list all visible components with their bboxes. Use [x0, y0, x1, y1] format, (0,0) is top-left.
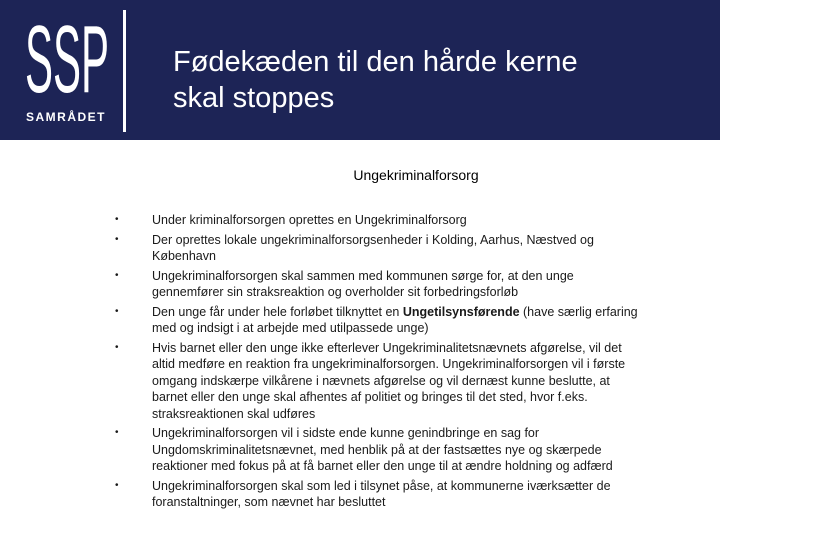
bullet-text: Ungekriminalforsorgen skal sammen med kommunen sørge for, at den unge	[152, 268, 574, 283]
bullet-icon: •	[115, 305, 119, 317]
list-item	[115, 304, 705, 337]
bold-term: Ungetilsynsførende	[402, 304, 520, 319]
bullet-icon: •	[115, 214, 119, 225]
list-item	[115, 425, 705, 475]
bullet-text: København	[152, 249, 216, 263]
bullet-text: altid medføre en reaktion fra ungekriminalforsorgen. Ungekriminalforsorgen vil i første	[152, 357, 626, 371]
title-line: Fødekæden til den hårde kerne	[173, 46, 578, 78]
bullet-text: Hvis barnet eller den unge ikke efterlever Ungekriminalitetsnævnets afgørelse, vil det	[152, 340, 622, 355]
logo-letters-text: SSP	[25, 6, 109, 113]
list-item	[115, 232, 705, 265]
list-item	[115, 268, 705, 301]
bullet-text: foranstaltninger, som nævnet har besluttet	[152, 495, 386, 509]
bullet-text: Der oprettes lokale ungekriminalforsorgsenheder i Kolding, Aarhus, Næstved og	[152, 232, 594, 247]
bullet-text: Ungekriminalforsorgen skal som led i tilsynet påse, at kommunerne iværksætter de	[152, 478, 611, 493]
header-banner	[0, 0, 720, 140]
list-item	[115, 478, 705, 511]
ssp-samraadet-logo	[22, 6, 112, 132]
header-divider	[123, 10, 126, 132]
bullet-icon: •	[115, 479, 119, 491]
bullet-text-part: (have særlig erfaring	[519, 304, 638, 319]
bullet-text: straksreaktionen skal udføres	[152, 406, 316, 421]
logo-subtitle: SAMRÅDET	[26, 110, 106, 124]
bullet-icon: •	[115, 427, 119, 438]
bullet-text: med og indsigt i at arbejde med utilpassede unge)	[152, 321, 429, 335]
bullet-icon: •	[115, 341, 119, 353]
bullet-icon: •	[115, 233, 119, 245]
list-item	[115, 340, 705, 423]
bullet-text: Ungekriminalforsorgen vil i sidste ende kunne genindbringe en sag for	[152, 426, 540, 440]
bullet-text	[152, 304, 705, 321]
section-subtitle: Ungekriminalforsorg	[353, 167, 479, 183]
bullet-list	[115, 212, 705, 514]
bullet-text: gennemfører sin straksreaktion og overholder sit forbedringsforløb	[152, 285, 519, 299]
bullet-text: reaktioner med fokus på at få barnet eller den unge til at ændre holdning og adfærd	[152, 459, 613, 473]
bullet-text: barnet eller den unge skal afhentes af politiet og bringes til det sted, hvor f.eks.	[152, 390, 588, 404]
bullet-text: Under kriminalforsorgen oprettes en Ungekriminalforsorg	[152, 213, 467, 227]
page-title	[173, 44, 703, 116]
ssp-logo-letters	[22, 6, 112, 113]
bullet-text: Ungdomskriminalitetsnævnet, med henblik på at der fastsættes nye og skærpede	[152, 442, 602, 457]
list-item	[115, 212, 705, 229]
bullet-icon: •	[115, 269, 119, 281]
bullet-text-part: Den unge får under hele forløbet tilknyttet en	[152, 304, 403, 319]
bullet-text: omgang indskærpe vilkårene i nævnets afgørelse og vil dernæst kunne beslutte, at	[152, 373, 610, 388]
title-line: skal stoppes	[173, 82, 335, 114]
